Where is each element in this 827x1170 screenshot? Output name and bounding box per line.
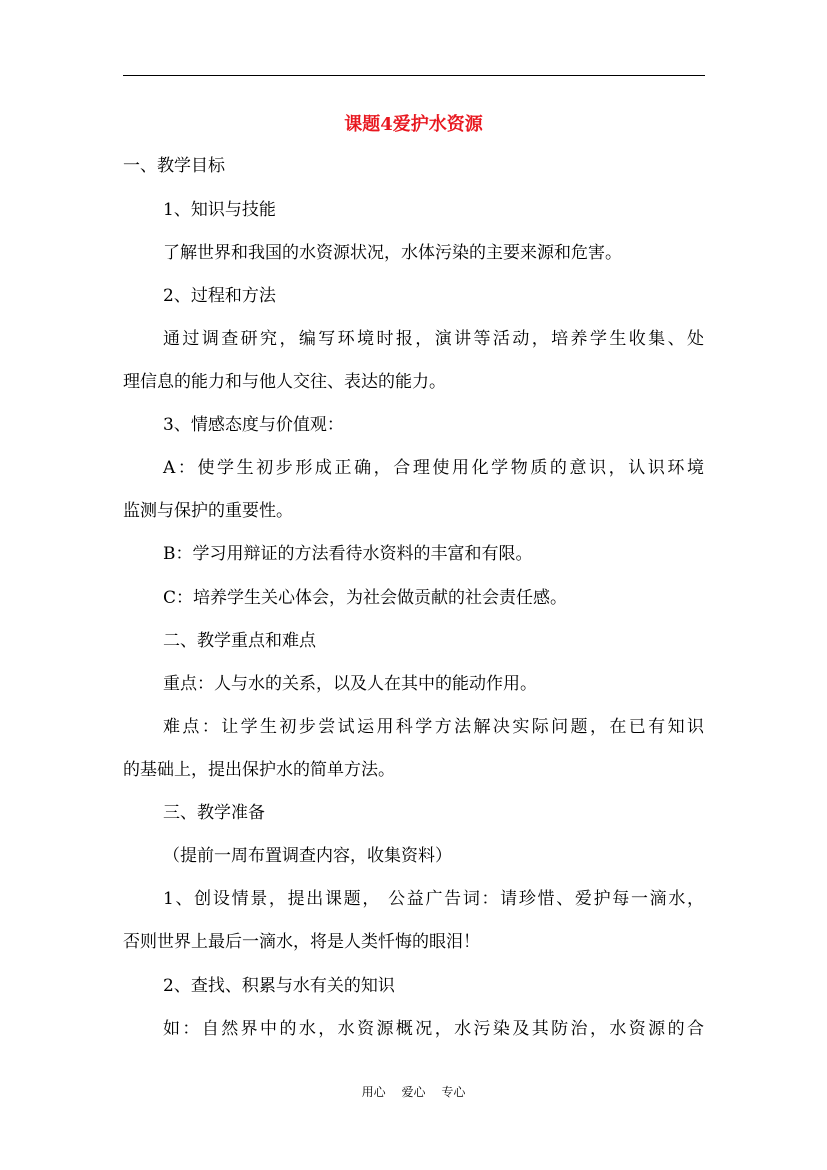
paragraph-line: 监测与保护的重要性。 [123,501,293,521]
paragraph-line: 否则世界上最后一滴水，将是人类忏悔的眼泪！ [123,932,480,952]
subheading-knowledge-skills: 1、知识与技能 [163,200,276,220]
document-title: 课题4爱护水资源 [344,114,483,135]
header-rule [123,75,705,76]
subheading-attitudes-values: 3、情感态度与价值观： [163,415,344,435]
paragraph-line: （提前一周布置调查内容，收集资料） [163,846,452,866]
paragraph-line: 的基础上，提出保护水的简单方法。 [123,760,395,780]
paragraph-line: A：使学生初步形成正确，合理使用化学物质的意识，认识环境 [163,458,704,478]
footer-word: 爱心 [401,1085,426,1099]
page-footer [0,1083,827,1101]
paragraph-line: 难点：让学生初步尝试运用科学方法解决实际问题，在已有知识 [163,717,704,737]
paragraph-line: 了解世界和我国的水资源状况，水体污染的主要来源和危害。 [163,243,622,263]
paragraph-line: B：学习用辩证的方法看待水资料的丰富和有限。 [163,544,533,564]
paragraph-line: 如：自然界中的水，水资源概况，水污染及其防治，水资源的合 [163,1019,704,1039]
subheading-process-methods: 2、过程和方法 [163,286,276,306]
paragraph-line: C：培养学生关心体会，为社会做贡献的社会责任感。 [163,588,568,608]
section-heading-key-points: 二、教学重点和难点 [163,631,316,651]
paragraph-line: 重点：人与水的关系，以及人在其中的能动作用。 [163,674,537,694]
section-heading-objectives: 一、教学目标 [123,156,225,176]
section-heading-preparation: 三、教学准备 [163,803,265,823]
paragraph-line: 理信息的能力和与他人交往、表达的能力。 [123,372,446,392]
footer-word: 用心 [361,1085,386,1099]
paragraph-line: 2、查找、积累与水有关的知识 [163,976,395,996]
paragraph-line: 1、创设情景，提出课题， 公益广告词：请珍惜、爱护每一滴水， [163,889,704,909]
footer-word: 专心 [441,1085,466,1099]
paragraph-line: 通过调查研究，编写环境时报，演讲等活动，培养学生收集、处 [163,329,704,349]
